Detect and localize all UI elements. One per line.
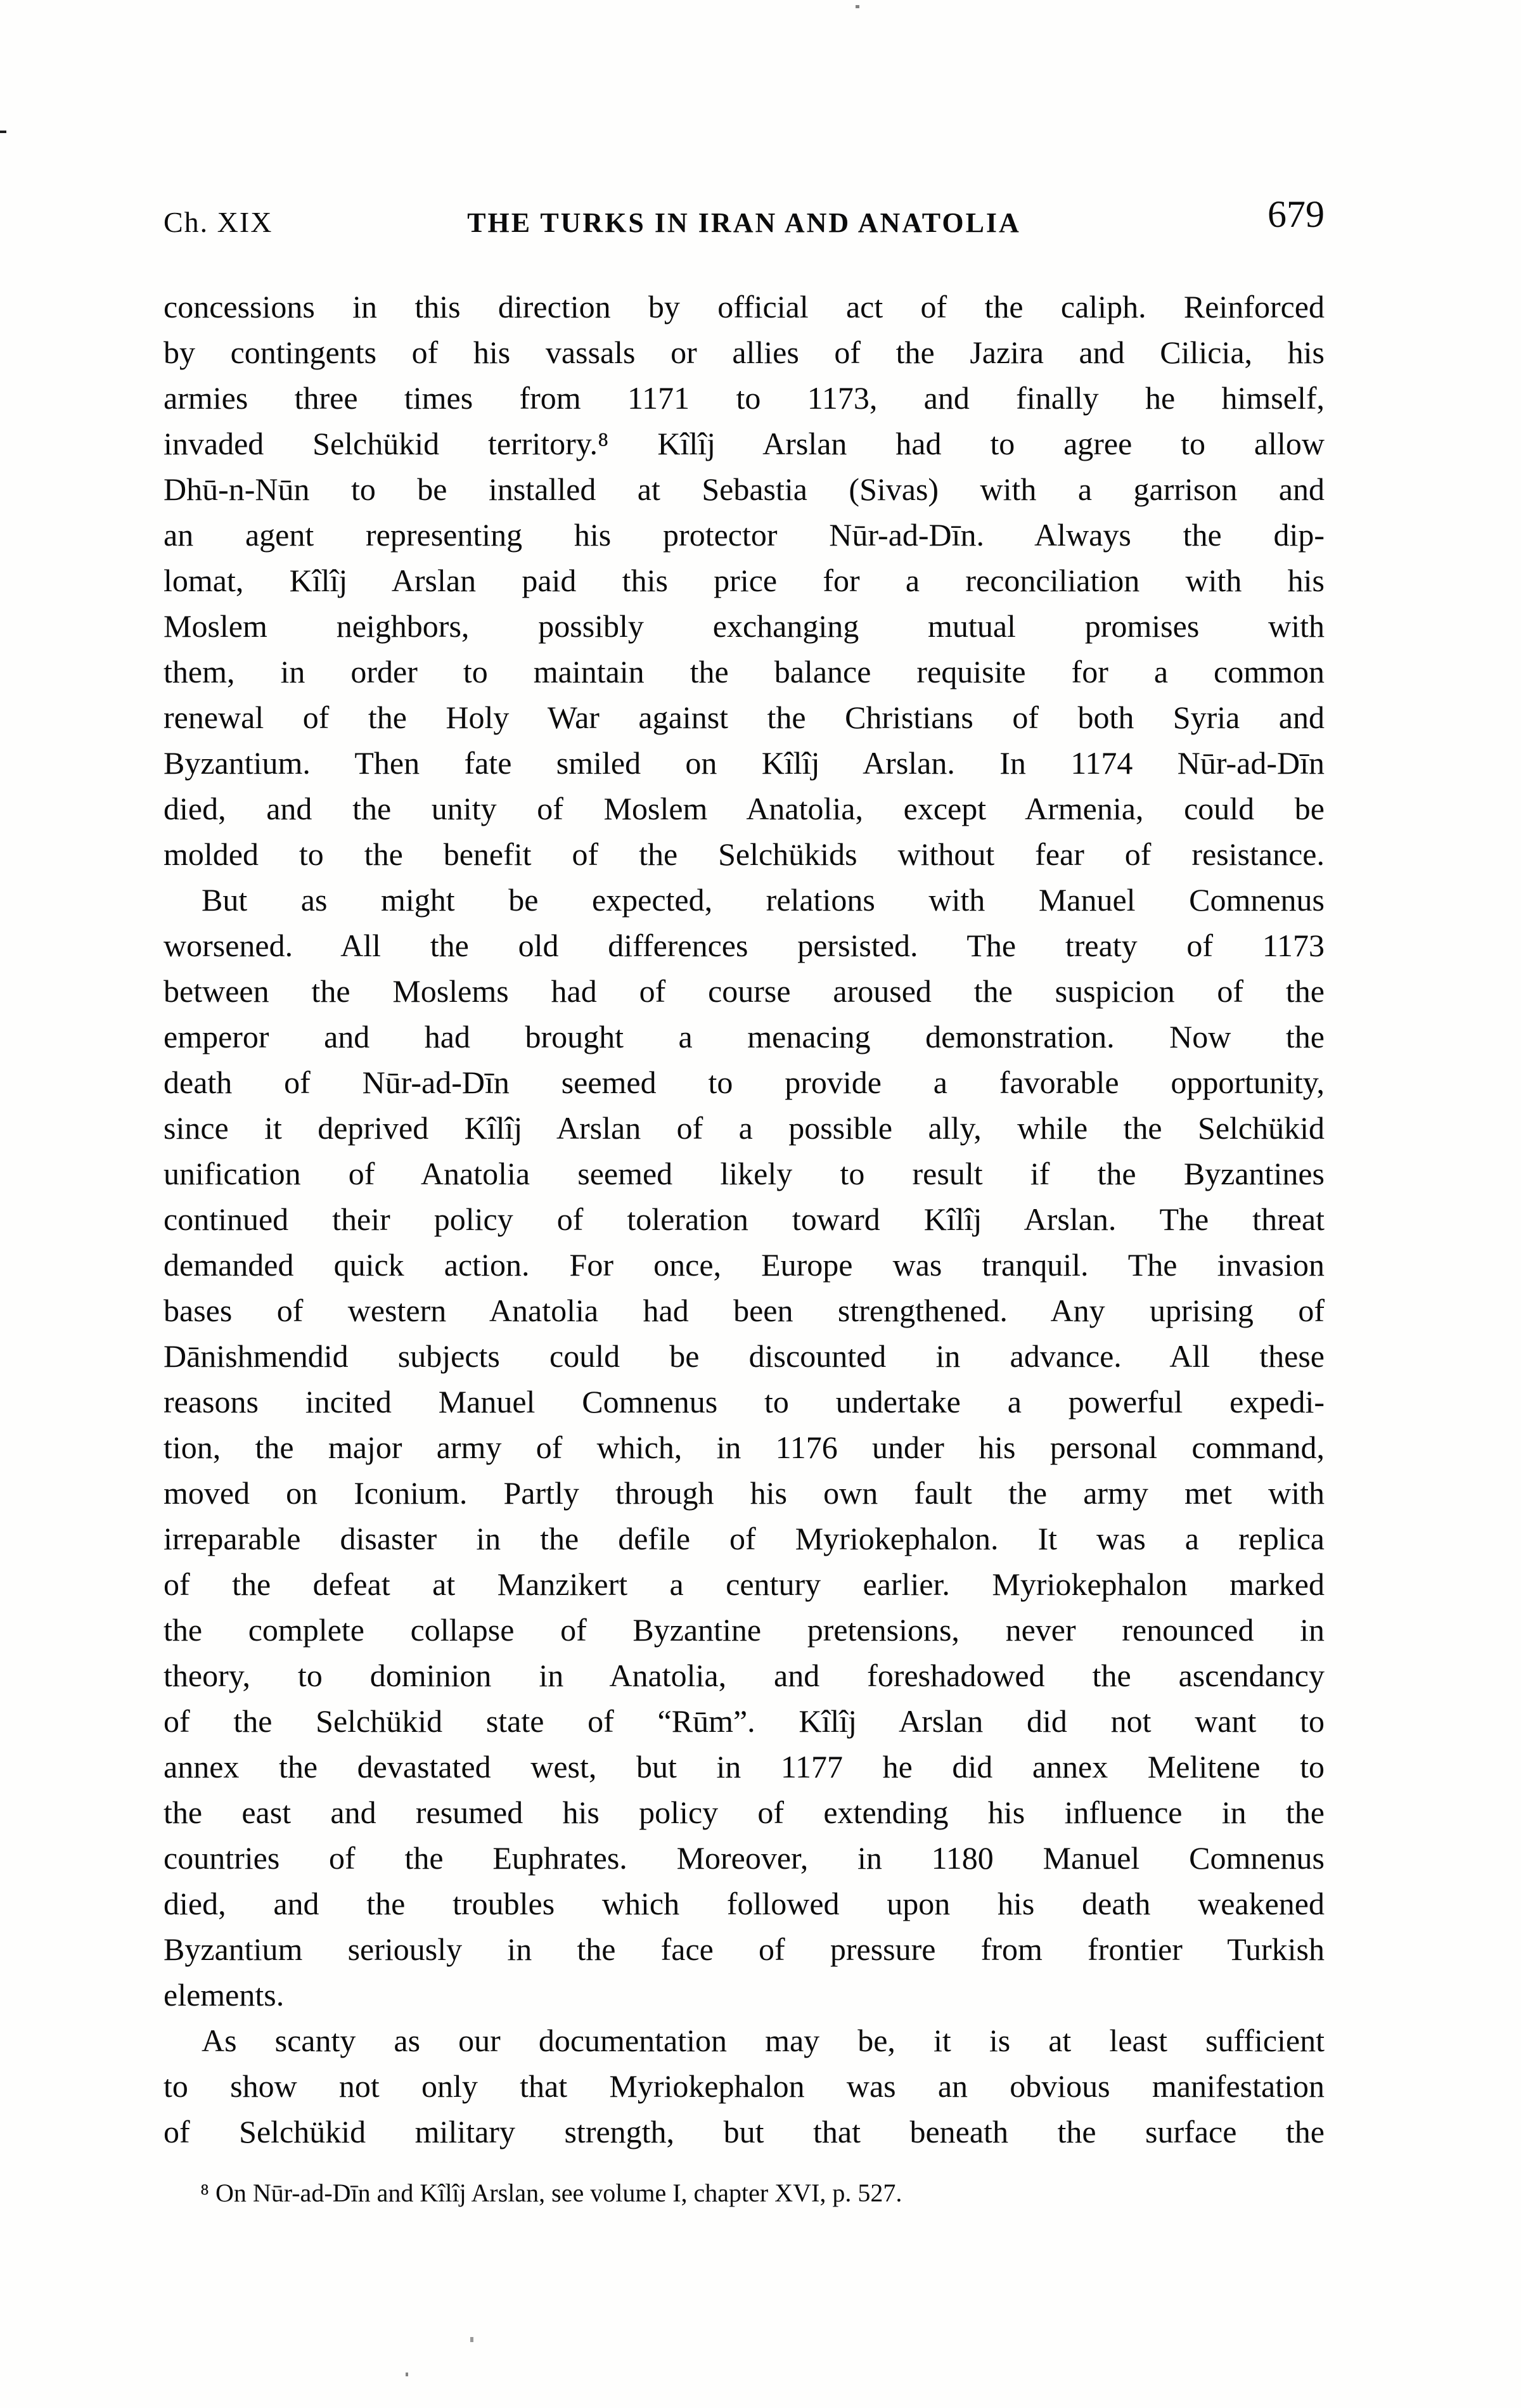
text-line: lomat, Kîlîj Arslan paid this price for a reconciliation with his: [164, 563, 1325, 598]
text-line: Byzantium. Then fate smiled on Kîlîj Arslan. In 1174 Nūr-ad-Dīn: [164, 745, 1325, 781]
text-line: renewal of the Holy War against the Christians of both Syria and: [164, 700, 1325, 735]
page-body-text: [164, 284, 1325, 2155]
page-number: 679: [1268, 193, 1325, 235]
text-line: tion, the major army of which, in 1176 under his personal command,: [164, 1430, 1325, 1465]
text-line: theory, to dominion in Anatolia, and foreshadowed the ascendancy: [164, 1658, 1325, 1693]
scan-speck: [470, 2337, 473, 2342]
text-line: moved on Iconium. Partly through his own fault the army met with: [164, 1475, 1325, 1511]
text-line: Moslem neighbors, possibly exchanging mutual promises with: [164, 608, 1325, 644]
paragraph: [164, 2018, 1325, 2155]
scan-speck: [406, 2373, 408, 2376]
text-line: concessions in this direction by official act of the caliph. Reinforced: [164, 289, 1325, 324]
running-title: THE TURKS IN IRAN AND ANATOLIA: [467, 207, 1021, 238]
text-line: demanded quick action. For once, Europe was tranquil. The invasion: [164, 1247, 1325, 1283]
paragraph: [164, 877, 1325, 2018]
text-line: emperor and had brought a menacing demonstration. Now the: [164, 1019, 1325, 1054]
text-line: them, in order to maintain the balance requisite for a common: [164, 654, 1325, 689]
text-line: worsened. All the old differences persisted. The treaty of 1173: [164, 928, 1325, 963]
page-header: [164, 189, 1325, 247]
text-line: countries of the Euphrates. Moreover, in 1180 Manuel Comnenus: [164, 1840, 1325, 1876]
footnote: [164, 2177, 1325, 2209]
text-line: Dhū-n-Nūn to be installed at Sebastia (Sivas) with a garrison and: [164, 471, 1325, 507]
text-line: molded to the benefit of the Selchükids without fear of resistance.: [164, 836, 1325, 872]
text-line: annex the devastated west, but in 1177 he did annex Melitene to: [164, 1749, 1325, 1784]
text-line: of the defeat at Manzikert a century earlier. Myriokephalon marked: [164, 1566, 1325, 1602]
text-line: the east and resumed his policy of extending his influence in the: [164, 1795, 1325, 1830]
text-line: of Selchükid military strength, but that beneath the surface the: [164, 2114, 1325, 2149]
scan-speck: [0, 131, 6, 133]
text-line: of the Selchükid state of “Rūm”. Kîlîj Arslan did not want to: [164, 1703, 1325, 1739]
text-line: since it deprived Kîlîj Arslan of a possible ally, while the Selchükid: [164, 1110, 1325, 1146]
footnote-text: ⁸ On Nūr-ad-Dīn and Kîlîj Arslan, see volume I, chapter XVI, p. 527.: [200, 2179, 902, 2207]
text-line: armies three times from 1171 to 1173, and finally he himself,: [164, 380, 1325, 416]
text-line: elements.: [164, 1977, 285, 2013]
text-line: irreparable disaster in the defile of Myriokephalon. It was a replica: [164, 1521, 1325, 1556]
text-line: invaded Selchükid territory.⁸ Kîlîj Arslan had to agree to allow: [164, 426, 1325, 461]
text-line: an agent representing his protector Nūr-ad-Dīn. Always the dip-: [164, 517, 1325, 553]
text-line: continued their policy of toleration toward Kîlîj Arslan. The threat: [164, 1201, 1325, 1237]
text-line: death of Nūr-ad-Dīn seemed to provide a favorable opportunity,: [164, 1065, 1325, 1100]
paragraph: [164, 284, 1325, 877]
text-line: But as might be expected, relations with Manuel Comnenus: [202, 882, 1325, 918]
text-line: between the Moslems had of course aroused the suspicion of the: [164, 973, 1325, 1009]
text-line: died, and the troubles which followed upon his death weakened: [164, 1886, 1325, 1921]
text-line: by contingents of his vassals or allies of the Jazira and Cilicia, his: [164, 335, 1325, 370]
text-line: the complete collapse of Byzantine pretensions, never renounced in: [164, 1612, 1325, 1648]
text-line: Dānishmendid subjects could be discounted in advance. All these: [164, 1338, 1325, 1374]
text-line: Byzantium seriously in the face of pressure from frontier Turkish: [164, 1931, 1325, 1967]
scan-speck: [856, 5, 859, 8]
chapter-label: Ch. XIX: [164, 206, 273, 238]
text-line: died, and the unity of Moslem Anatolia, except Armenia, could be: [164, 791, 1325, 826]
text-line: As scanty as our documentation may be, it is at least sufficient: [202, 2023, 1325, 2058]
text-line: bases of western Anatolia had been strengthened. Any uprising of: [164, 1293, 1325, 1328]
text-line: to show not only that Myriokephalon was an obvious manifestation: [164, 2068, 1325, 2104]
text-line: reasons incited Manuel Comnenus to undertake a powerful expedi-: [164, 1384, 1325, 1419]
text-line: unification of Anatolia seemed likely to result if the Byzantines: [164, 1156, 1325, 1191]
